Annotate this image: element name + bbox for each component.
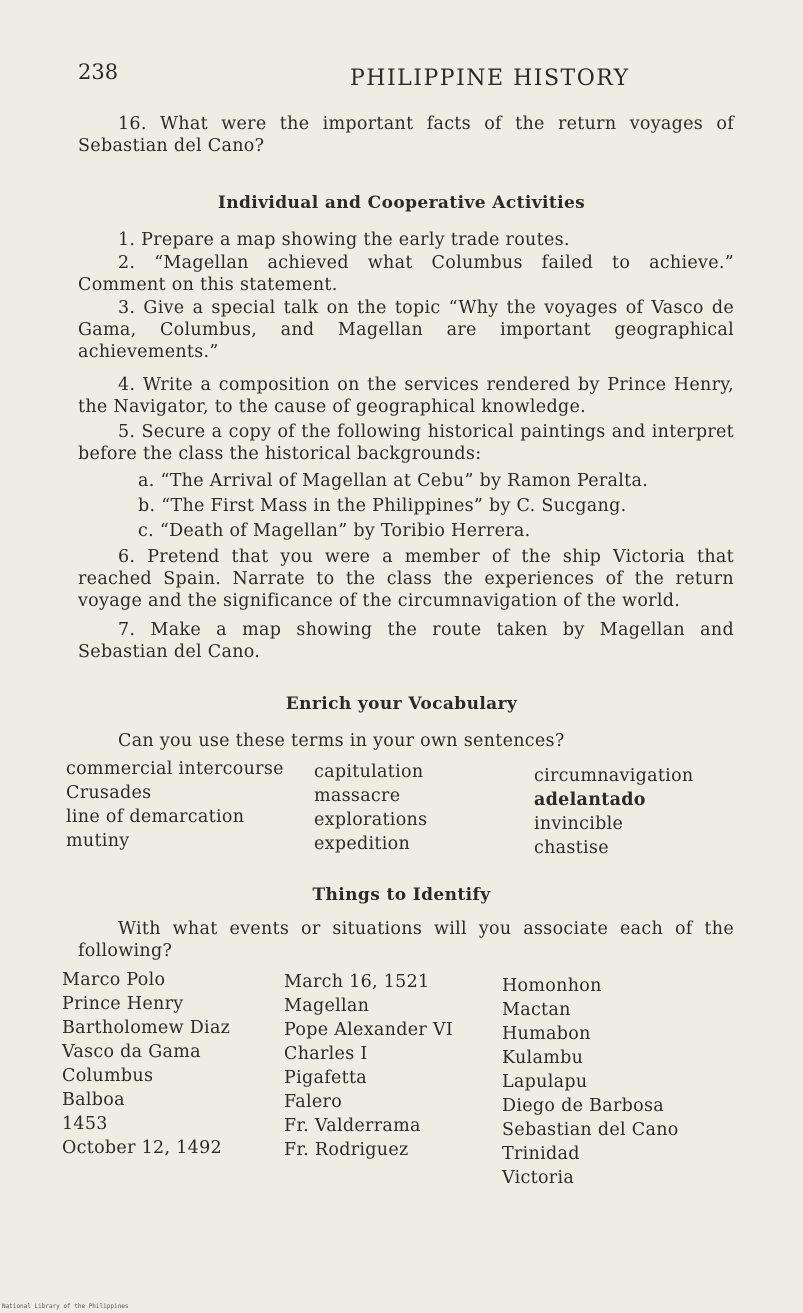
identify-term: Fr. Rodriguez: [284, 1140, 409, 1160]
identify-term: Vasco da Gama: [62, 1042, 201, 1062]
identify-column-1: [62, 968, 230, 1160]
identify-term: Falero: [284, 1092, 343, 1112]
vocabulary-heading: Enrich your Vocabulary: [285, 694, 518, 714]
activities-heading: Individual and Cooperative Activities: [217, 193, 586, 213]
identify-term: Bartholomew Diaz: [62, 1018, 231, 1038]
page-header: [78, 60, 738, 94]
identify-column-3: [502, 974, 679, 1190]
running-head: PHILIPPINE HISTORY: [350, 66, 630, 91]
identify-term: Charles I: [284, 1044, 368, 1064]
identify-column-2: [284, 970, 453, 1162]
identify-term: Sebastian del Cano: [502, 1120, 679, 1140]
vocabulary-term: massacre: [314, 786, 401, 806]
activity-item-5: 5. Secure a copy of the following historical paintings and interpret before the class the historical backgrounds:: [78, 422, 734, 464]
identify-term: Marco Polo: [62, 970, 166, 990]
vocabulary-term: adelantado: [534, 790, 646, 810]
identify-term: Lapulapu: [502, 1072, 588, 1092]
identify-term: Diego de Barbosa: [502, 1096, 665, 1116]
identify-term: Fr. Valderrama: [284, 1116, 421, 1136]
identify-term: Magellan: [284, 996, 370, 1016]
activity-item-2: 2. “Magellan achieved what Columbus failed to achieve.” Comment on this statement.: [78, 253, 734, 295]
identify-term: Balboa: [62, 1090, 125, 1110]
identify-term: Trinidad: [502, 1144, 580, 1164]
vocabulary-term: line of demarcation: [66, 807, 245, 827]
vocabulary-term: invincible: [534, 814, 624, 834]
identify-term: Prince Henry: [62, 994, 184, 1014]
identify-term: October 12, 1492: [62, 1138, 222, 1158]
vocabulary-prompt: Can you use these terms in your own sentences?: [118, 731, 565, 751]
vocabulary-term: capitulation: [314, 762, 424, 782]
vocabulary-term: commercial intercourse: [66, 759, 284, 779]
vocabulary-term: Crusades: [66, 783, 152, 803]
painting-item-c: c. “Death of Magellan” by Toribio Herrera.: [138, 521, 531, 541]
vocabulary-column-1: [66, 757, 284, 853]
vocabulary-column-3: [534, 764, 694, 860]
vocabulary-term: circumnavigation: [534, 766, 694, 786]
identify-term: Homonhon: [502, 976, 602, 996]
identify-term: Kulambu: [502, 1048, 584, 1068]
identify-term: Mactan: [502, 1000, 571, 1020]
painting-item-b: b. “The First Mass in the Philippines” by C. Sucgang.: [138, 496, 627, 516]
vocabulary-term: chastise: [534, 838, 609, 858]
vocabulary-term: explorations: [314, 810, 428, 830]
activity-item-1: 1. Prepare a map showing the early trade routes.: [118, 230, 570, 250]
identify-heading: Things to Identify: [312, 885, 491, 905]
vocabulary-term: mutiny: [66, 831, 130, 851]
identify-prompt: With what events or situations will you associate each of the following?: [78, 919, 734, 961]
activity-item-3: 3. Give a special talk on the topic “Why the voyages of Vasco de Gama, Columbus, and Magellan are important geographical achievements.”: [78, 298, 734, 362]
activity-item-6: 6. Pretend that you were a member of the ship Victoria that reached Spain. Narrate to the class the experiences of the return voyage and the significance of the circumnavigation of the world.: [78, 547, 734, 611]
activity-item-4: 4. Write a composition on the services rendered by Prince Henry, the Navigator, to the cause of geographical knowledge.: [78, 375, 734, 417]
activity-item-7: 7. Make a map showing the route taken by Magellan and Sebastian del Cano.: [78, 620, 734, 662]
painting-item-a: a. “The Arrival of Magellan at Cebu” by Ramon Peralta.: [138, 471, 649, 491]
vocabulary-column-2: [314, 760, 427, 856]
question-16: 16. What were the important facts of the return voyages of Sebastian del Cano?: [78, 114, 734, 156]
identify-term: Pope Alexander VI: [284, 1020, 454, 1040]
identify-term: Humabon: [502, 1024, 591, 1044]
identify-term: Pigafetta: [284, 1068, 368, 1088]
page-number: 238: [78, 60, 119, 84]
library-watermark: National Library of the Philippines: [2, 1303, 129, 1310]
identify-term: Victoria: [502, 1168, 575, 1188]
identify-term: Columbus: [62, 1066, 154, 1086]
identify-term: 1453: [62, 1114, 108, 1134]
identify-term: March 16, 1521: [284, 972, 430, 992]
vocabulary-term: expedition: [314, 834, 411, 854]
